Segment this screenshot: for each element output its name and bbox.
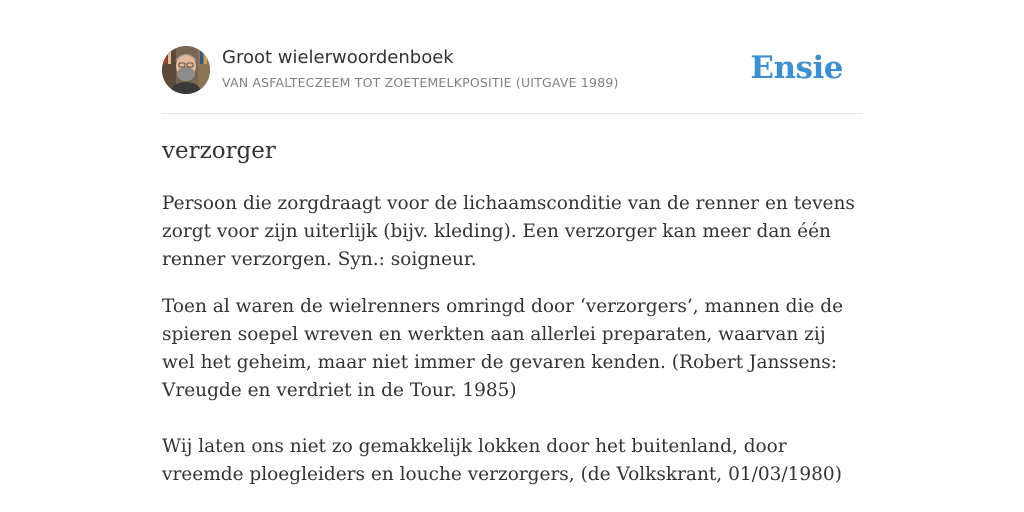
entry-quote: Toen al waren de wielrenners omringd door ‘verzorgers’, mannen die de spieren soepel wreven en werkten aan allerlei preparaten, waarvan zij wel het geheim, maar niet immer de gevaren kenden. (Robert Janssens: Vreugde en verdriet in de Tour. 1985) bbox=[162, 296, 844, 401]
entry-content bbox=[162, 190, 862, 489]
entry-definition: Persoon die zorgdraagt voor de lichaamsconditie van de renner en tevens zorgt voor zijn uiterlijk (bijv. kleding). Een verzorger kan meer dan één renner verzorgen. Syn.: soigneur. bbox=[162, 193, 855, 270]
quote-spacer bbox=[162, 405, 862, 433]
author-portrait-icon bbox=[162, 46, 210, 94]
dictionary-subtitle: VAN ASFALTECZEEM TOT ZOETEMELKPOSITIE (UITGAVE 1989) bbox=[222, 75, 619, 90]
dictionary-header bbox=[162, 46, 862, 96]
author-avatar bbox=[162, 46, 210, 94]
entry-quote: Wij laten ons niet zo gemakkelijk lokken door het buitenland, door vreemde ploegleiders en louche verzorgers, (de Volkskrant, 01/03/1980) bbox=[162, 436, 842, 485]
ensie-logo[interactable]: Ensie bbox=[750, 50, 843, 86]
header-divider bbox=[162, 113, 862, 114]
dictionary-title[interactable]: Groot wielerwoordenboek bbox=[222, 47, 454, 68]
entry-headword: verzorger bbox=[162, 138, 276, 164]
